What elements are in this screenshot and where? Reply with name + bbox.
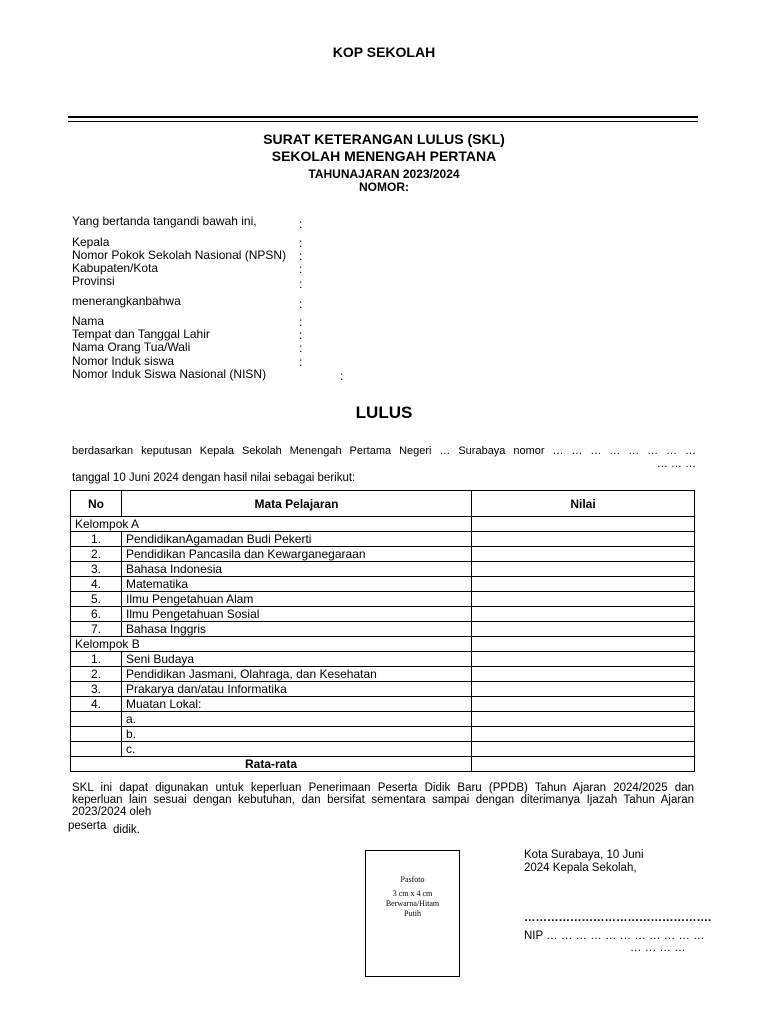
row-number: 4.	[71, 697, 122, 712]
table-row	[71, 682, 695, 697]
score-cell	[472, 742, 695, 757]
score-cell	[472, 562, 695, 577]
field-label-nama: Nama	[72, 314, 105, 328]
basis-line-1-continued: … … …	[656, 458, 696, 470]
subject-name: Ilmu Pengetahuan Alam	[122, 592, 472, 607]
subject-name: Muatan Lokal:	[122, 697, 472, 712]
colon: :	[299, 236, 303, 250]
colon: :	[299, 315, 303, 329]
average-label: Rata-rata	[71, 757, 472, 772]
table-row	[71, 547, 695, 562]
row-number	[71, 712, 122, 727]
photo-size: 3 cm x 4 cm	[392, 889, 433, 898]
row-number: 1.	[71, 652, 122, 667]
signature-line: ………………………………………….	[524, 912, 712, 924]
row-number: 7.	[71, 622, 122, 637]
score-cell	[472, 682, 695, 697]
colon: :	[299, 217, 303, 231]
row-number: 4.	[71, 577, 122, 592]
score-cell	[472, 622, 695, 637]
table-row	[71, 607, 695, 622]
subject-name: Ilmu Pengetahuan Sosial	[122, 607, 472, 622]
colon: :	[299, 355, 303, 369]
menerangkan-text: menerangkanbahwa	[72, 294, 181, 308]
column-header-subject: Mata Pelajaran	[122, 491, 472, 517]
colon: :	[299, 249, 303, 263]
row-number: 2.	[71, 547, 122, 562]
field-label-nis: Nomor Induk siswa	[72, 354, 175, 368]
table-row	[71, 712, 695, 727]
row-number	[71, 742, 122, 757]
table-row	[71, 592, 695, 607]
average-row	[71, 757, 695, 772]
grades-table	[70, 490, 695, 772]
subject-name: Matematika	[122, 577, 472, 592]
group-row	[71, 517, 695, 532]
table-row	[71, 562, 695, 577]
academic-year: TAHUNAJARAN 2023/2024	[308, 167, 460, 181]
score-cell	[472, 577, 695, 592]
signature-place-date: Kota Surabaya, 10 Juni	[524, 849, 644, 861]
footer-note-line-4b: didik.	[113, 824, 140, 836]
subject-name: Bahasa Indonesia	[122, 562, 472, 577]
subject-name: a.	[122, 712, 472, 727]
column-header-score: Nilai	[472, 491, 695, 517]
group-label: Kelompok A	[71, 517, 472, 532]
group-label: Kelompok B	[71, 637, 472, 652]
score-cell	[472, 517, 695, 532]
letterhead-title: KOP SEKOLAH	[332, 44, 436, 60]
subject-name: Bahasa Inggris	[122, 622, 472, 637]
subject-name: Prakarya dan/atau Informatika	[122, 682, 472, 697]
row-number: 1.	[71, 532, 122, 547]
photo-label: Pasfoto	[400, 875, 425, 884]
column-header-no: No	[71, 491, 122, 517]
row-number: 3.	[71, 562, 122, 577]
table-row	[71, 667, 695, 682]
basis-line-1: berdasarkan keputusan Kepala Sekolah Menengah Pertama Negeri … Surabaya nomor … … … … … … … …	[72, 445, 696, 457]
score-cell	[472, 727, 695, 742]
table-row	[71, 697, 695, 712]
score-cell	[472, 757, 695, 772]
basis-line-2: tanggal 10 Juni 2024 dengan hasil nilai sebagai berikut:	[72, 472, 356, 484]
signature-nip-continued: … … … …	[630, 942, 686, 954]
signature-role: 2024 Kepala Sekolah,	[524, 862, 637, 874]
colon: :	[299, 328, 303, 342]
colon: :	[299, 297, 303, 311]
subject-name: PendidikanAgamadan Budi Pekerti	[122, 532, 472, 547]
header-rule-thick	[68, 116, 698, 118]
colon: :	[299, 262, 303, 276]
footer-note-line-1: SKL ini dapat digunakan untuk keperluan Penerimaan Peserta Didik Baru (PPDB) Tahun Ajaran 2024/2025 dan	[72, 782, 694, 794]
row-number: 3.	[71, 682, 122, 697]
subject-name: c.	[122, 742, 472, 757]
row-number: 5.	[71, 592, 122, 607]
photo-color: Berwarna/Hitam	[385, 899, 440, 908]
field-label-nisn: Nomor Induk Siswa Nasional (NISN)	[72, 367, 267, 381]
table-row	[71, 577, 695, 592]
document-title: SURAT KETERANGAN LULUS (SKL)	[263, 131, 505, 147]
colon: :	[340, 369, 344, 383]
photo-color-2: Putih	[404, 909, 421, 918]
field-label-kabupaten: Kabupaten/Kota	[72, 261, 159, 275]
document-number-label: NOMOR:	[359, 180, 409, 194]
table-row	[71, 652, 695, 667]
result-heading: LULUS	[355, 403, 413, 422]
subject-name: b.	[122, 727, 472, 742]
table-row	[71, 727, 695, 742]
score-cell	[472, 532, 695, 547]
table-header-row	[71, 491, 695, 517]
score-cell	[472, 667, 695, 682]
subject-name: Seni Budaya	[122, 652, 472, 667]
field-label-npsn: Nomor Pokok Sekolah Nasional (NPSN)	[72, 248, 287, 262]
table-row	[71, 742, 695, 757]
score-cell	[472, 712, 695, 727]
photo-placeholder	[365, 850, 460, 977]
school-type: SEKOLAH MENENGAH PERTANA	[271, 148, 497, 164]
header-rule-thin	[68, 121, 698, 122]
row-number: 6.	[71, 607, 122, 622]
colon: :	[299, 277, 303, 291]
colon: :	[299, 341, 303, 355]
field-label-provinsi: Provinsi	[72, 274, 115, 288]
subject-name: Pendidikan Jasmani, Olahraga, dan Kesehatan	[122, 667, 472, 682]
score-cell	[472, 547, 695, 562]
footer-note-line-2: keperluan lain sesuai dengan kebutuhan, dan bersifat sementara sampai dengan diterimanya Ijazah Tahun Ajaran	[72, 794, 694, 806]
score-cell	[472, 697, 695, 712]
score-cell	[472, 652, 695, 667]
group-row	[71, 637, 695, 652]
field-label-kepala: Kepala	[72, 235, 110, 249]
intro-text: Yang bertanda tangandi bawah ini,	[72, 214, 257, 228]
score-cell	[472, 637, 695, 652]
field-label-orang-tua: Nama Orang Tua/Wali	[72, 340, 191, 354]
footer-note-line-3: 2023/2024 oleh	[72, 806, 152, 818]
score-cell	[472, 592, 695, 607]
field-label-ttl: Tempat dan Tanggal Lahir	[72, 327, 210, 341]
table-row	[71, 532, 695, 547]
subject-name: Pendidikan Pancasila dan Kewarganegaraan	[122, 547, 472, 562]
signature-nip: NIP … … … … … … … … … … …	[524, 930, 705, 942]
score-cell	[472, 607, 695, 622]
table-row	[71, 622, 695, 637]
row-number: 2.	[71, 667, 122, 682]
row-number	[71, 727, 122, 742]
footer-note-line-4a: peserta	[68, 820, 107, 832]
